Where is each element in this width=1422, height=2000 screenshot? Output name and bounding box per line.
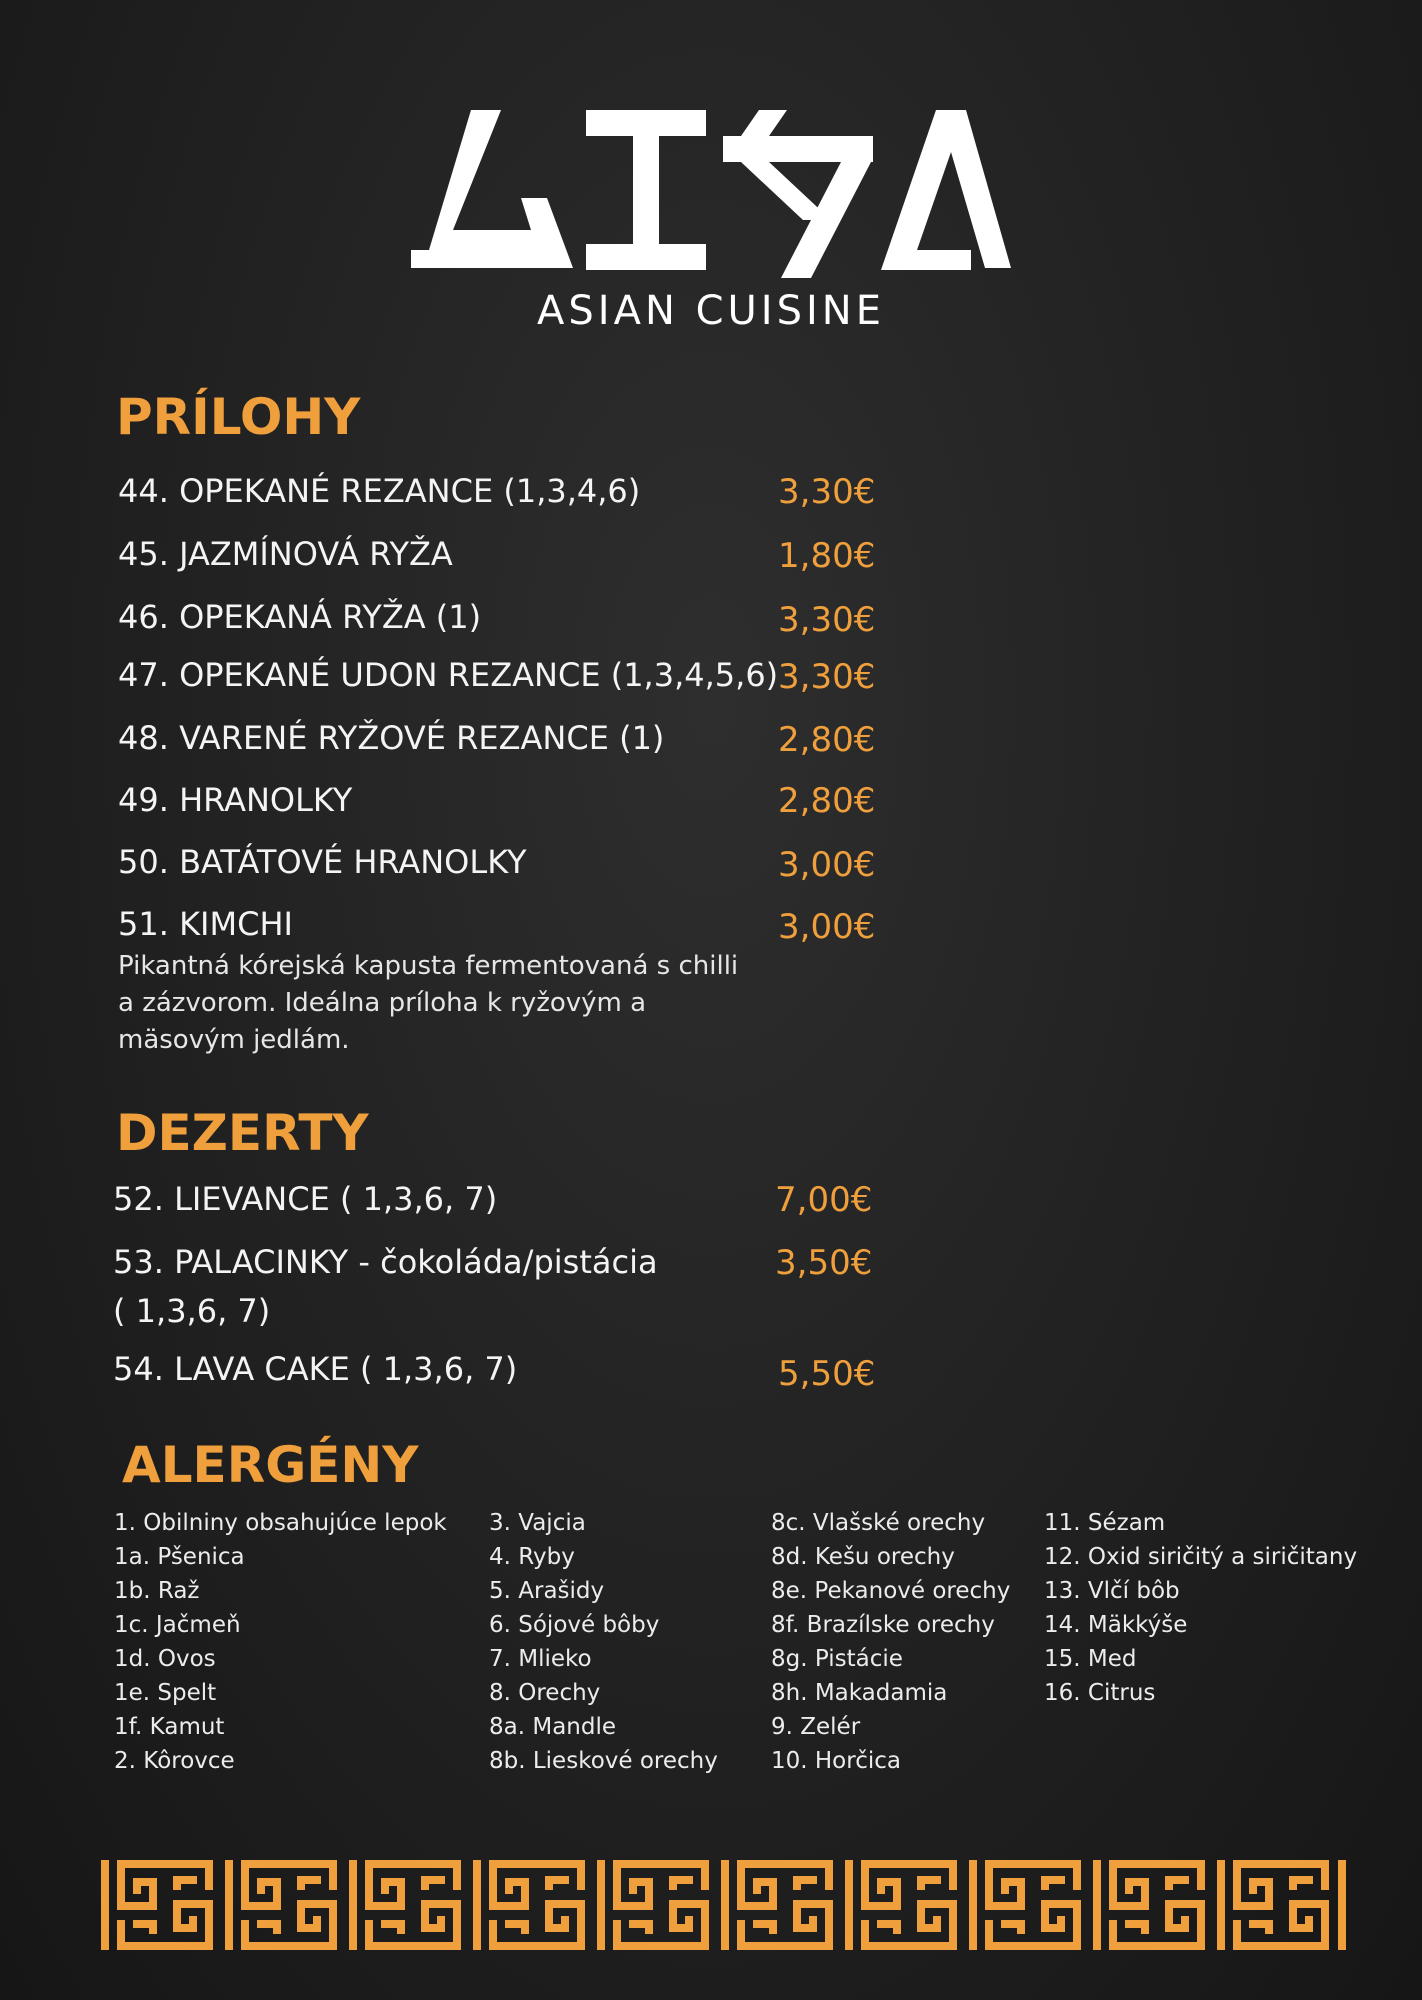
list-item: 8f. Brazílske orechy [771,1612,995,1638]
allergens-title: ALERGÉNY [122,1436,419,1494]
list-item: 13. Vlčí bôb [1044,1578,1180,1604]
allergen-list [489,1506,718,1778]
list-item: 8g. Pistácie [771,1646,903,1672]
list-item: 4. Ryby [489,1544,575,1570]
menu-item-price: 1,80€ [778,536,876,576]
menu-item-name: 45. JAZMÍNOVÁ RYŽA [118,535,453,573]
desserts-title: DEZERTY [116,1104,369,1162]
menu-item-name: 46. OPEKANÁ RYŽA (1) [118,598,482,636]
decorative-border [101,1860,1346,1950]
menu-item-price: 2,80€ [778,720,876,760]
list-item: 1a. Pšenica [114,1544,245,1570]
menu-item-name: 49. HRANOLKY [118,781,353,819]
list-item: 14. Mäkkýše [1044,1612,1188,1638]
list-item: 15. Med [1044,1646,1137,1672]
menu-item-name: 50. BATÁTOVÉ HRANOLKY [118,843,527,881]
sides-title: PRÍLOHY [116,388,361,446]
menu-item-price: 3,50€ [775,1243,873,1283]
allergen-list [114,1506,447,1778]
menu-item-price: 2,80€ [778,781,876,821]
menu-item-price: 3,30€ [778,657,876,697]
menu-item-price: 3,30€ [778,472,876,512]
allergen-list [771,1506,1010,1778]
allergen-list [1044,1506,1357,1710]
menu-item-name: 51. KIMCHI [118,905,293,943]
list-item: 1d. Ovos [114,1646,216,1672]
menu-item-name-line2: ( 1,3,6, 7) [113,1292,271,1330]
menu-item-price: 3,00€ [778,907,876,947]
menu-item-name: 44. OPEKANÉ REZANCE (1,3,4,6) [118,472,641,510]
list-item: 1. Obilniny obsahujúce lepok [114,1510,447,1536]
list-item: 2. Kôrovce [114,1748,235,1774]
list-item: 8a. Mandle [489,1714,617,1740]
list-item: 8c. Vlašské orechy [771,1510,986,1536]
menu-item-name: 54. LAVA CAKE ( 1,3,6, 7) [113,1350,518,1388]
menu-item-price: 5,50€ [778,1354,876,1394]
list-item: 6. Sójové bôby [489,1612,660,1638]
menu-item-price: 3,30€ [778,600,876,640]
menu-item-price: 3,00€ [778,845,876,885]
list-item: 5. Arašidy [489,1578,605,1604]
list-item: 9. Zelér [771,1714,861,1740]
list-item: 1c. Jačmeň [114,1612,241,1638]
list-item: 8h. Makadamia [771,1680,948,1706]
logo [0,100,1422,280]
tagline: ASIAN CUISINE [537,288,885,334]
list-item: 8b. Lieskové orechy [489,1748,718,1774]
logo-graphic [411,100,1011,280]
list-item: 8e. Pekanové orechy [771,1578,1011,1604]
menu-item-price: 7,00€ [775,1180,873,1220]
menu-item-name: 48. VARENÉ RYŽOVÉ REZANCE (1) [118,719,665,757]
list-item: 1b. Raž [114,1578,200,1604]
menu-item-name: 53. PALACINKY - čokoláda/pistácia [113,1243,658,1281]
list-item: 3. Vajcia [489,1510,586,1536]
menu-item-name: 52. LIEVANCE ( 1,3,6, 7) [113,1180,498,1218]
menu-item-name: 47. OPEKANÉ UDON REZANCE (1,3,4,5,6) [118,656,779,694]
list-item: 11. Sézam [1044,1510,1166,1536]
list-item: 12. Oxid siričitý a siričitany [1044,1544,1358,1570]
list-item: 1e. Spelt [114,1680,217,1706]
kimchi-description: Pikantná kórejská kapusta fermentovaná s chilli a zázvorom. Ideálna príloha k ryžovým a mäsovým jedlám. [118,951,739,1055]
list-item: 8. Orechy [489,1680,601,1706]
list-item: 7. Mlieko [489,1646,592,1672]
list-item: 1f. Kamut [114,1714,225,1740]
list-item: 8d. Kešu orechy [771,1544,955,1570]
list-item: 16. Citrus [1044,1680,1156,1706]
list-item: 10. Horčica [771,1748,901,1774]
